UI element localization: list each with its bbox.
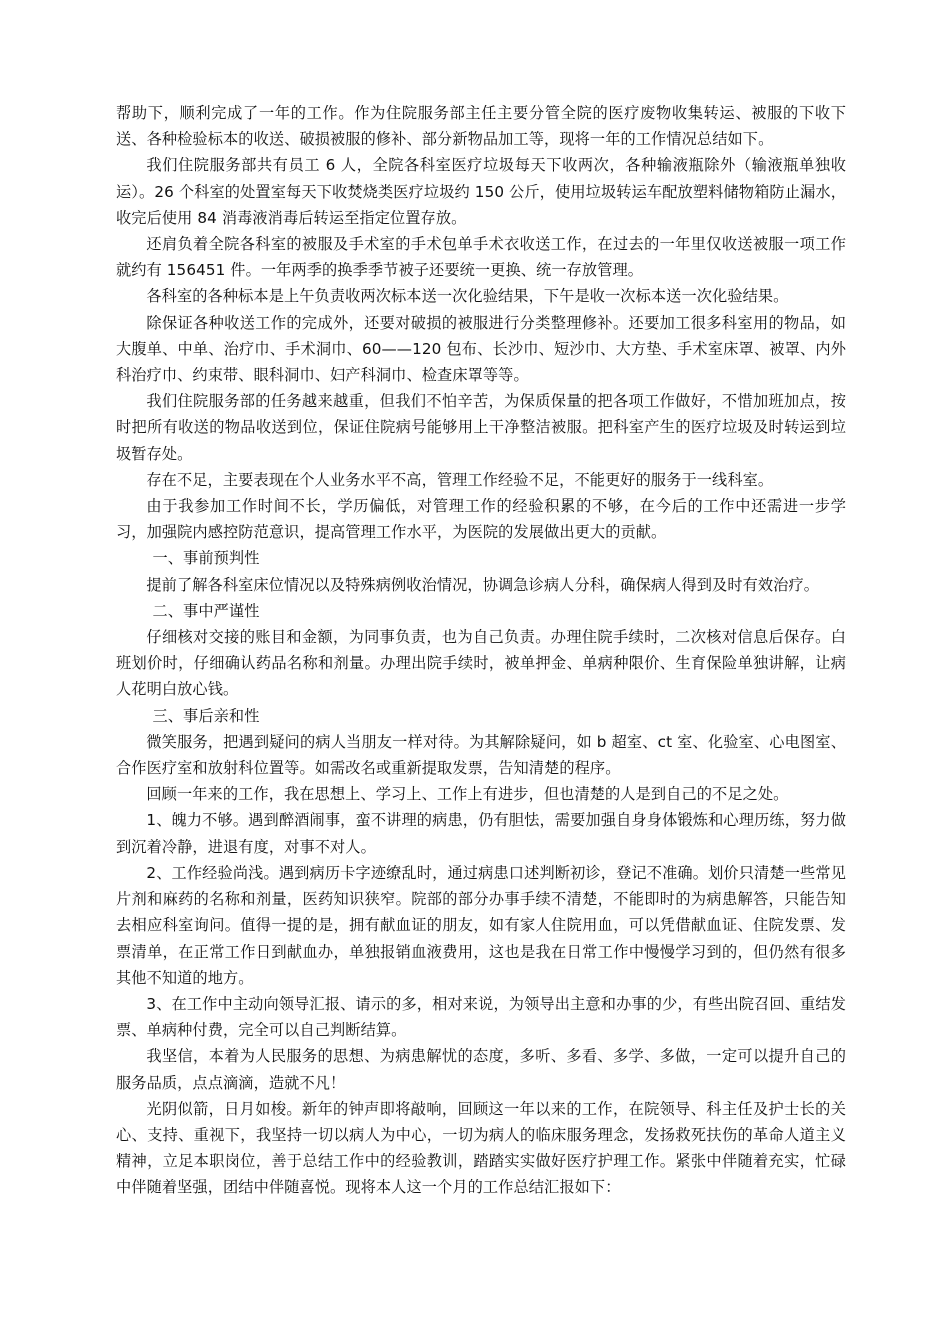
section-heading-3: 三、事后亲和性 — [152, 706, 260, 725]
paragraph-intro-continuation: 帮助下，顺利完成了一年的工作。作为住院服务部主任主要分管全院的医疗废物收集转运、被服的下收下送、各种检验标本的收送、破损被服的修补、部分新物品加工等，现将一年的工作情况总结如下。 — [116, 104, 846, 149]
paragraph-point-2: 2、工作经验尚浅。遇到病历卡字迹缭乱时，通过病患口述判断初诊，登记不准确。划价只清楚一些常见片剂和麻药的名称和剂量，医药知识狭窄。院部的部分办事手续不清楚，不能即时的为病患解答，只能告知去相应科室询问。值得一提的是，拥有献血证的朋友，如有家人住院用血，可以凭借献血证、住院发票、发票清单，在正常工作日到献血办，单独报销血液费用，这也是我在日常工作中慢慢学习到的，但仍然有很多其他不知道的地方。 — [116, 863, 846, 987]
paragraph-point-1: 1、魄力不够。遇到醉酒闹事，蛮不讲理的病患，仍有胆怯，需要加强自身身体锻炼和心理历练，努力做到沉着冷静，进退有度，对事不对人。 — [116, 811, 846, 856]
paragraph-staff-and-waste: 我们住院服务部共有员工 6 人，全院各科室医疗垃圾每天下收两次，各种输液瓶除外（输液瓶单独收运）。26 个科室的处置室每天下收焚烧类医疗垃圾约 150 公斤，使用垃圾转运车配放塑料储物箱防止漏水，收完后使用 84 消毒液消毒后转运至指定位置存放。 — [116, 156, 846, 227]
paragraph-section-2: 仔细核对交接的账目和金额，为同事负责，也为自己负责。办理住院手续时，二次核对信息后保存。白班划价时，仔细确认药品名称和剂量。办理出院手续时，被单押金、单病种限价、生育保险单独讲解，让病人花明白放心钱。 — [116, 628, 846, 699]
paragraph-workload: 我们住院服务部的任务越来越重，但我们不怕辛苦，为保质保量的把各项工作做好，不惜加班加点，按时把所有收送的物品收送到位，保证住院病号能够用上干净整洁被服。把科室产生的医疗垃圾及时转运到垃圾暂存处。 — [116, 392, 846, 463]
paragraph-section-1: 提前了解各科室床位情况以及特殊病例收治情况，协调急诊病人分科，确保病人得到及时有效治疗。 — [146, 575, 820, 594]
section-heading-1: 一、事前预判性 — [152, 549, 260, 568]
paragraph-specimens: 各科室的各种标本是上午负责收两次标本送一次化验结果，下午是收一次标本送一次化验结果。 — [146, 287, 789, 306]
paragraph-new-year-summary: 光阴似箭，日月如梭。新年的钟声即将敲响，回顾这一年以来的工作，在院领导、科主任及护士长的关心、支持、重视下，我坚持一切以病人为中心，一切为病人的临床服务理念，发扬救死扶伤的革命人道主义精神，立足本职岗位，善于总结工作中的经验教训，踏踏实实做好医疗护理工作。紧张中伴随着充实，忙碌中伴随着坚强，团结中伴随喜悦。现将本人这一个月的工作总结汇报如下： — [116, 1099, 846, 1197]
paragraph-repair-and-processing: 除保证各种收送工作的完成外，还要对破损的被服进行分类整理修补。还要加工很多科室用的物品，如大腹单、中单、治疗巾、手术洞巾、60——120 包布、长沙巾、短沙巾、大方垫、手术室床罩、被罩、内外科治疗巾、约束带、眼科洞巾、妇产科洞巾、检查床罩等等。 — [116, 313, 846, 385]
paragraph-conviction: 我坚信，本着为人民服务的思想、为病患解忧的态度，多听、多看、多学、多做，一定可以提升自己的服务品质，点点滴滴，造就不凡！ — [116, 1047, 846, 1092]
paragraph-review: 回顾一年来的工作，我在思想上、学习上、工作上有进步，但也清楚的人是到自己的不足之处。 — [146, 785, 789, 804]
paragraph-future-plan: 由于我参加工作时间不长，学历偏低，对管理工作的经验积累的不够，在今后的工作中还需进一步学习，加强院内感控防范意识，提高管理工作水平，为医院的发展做出更大的贡献。 — [116, 497, 846, 542]
paragraph-point-3: 3、在工作中主动向领导汇报、请示的多，相对来说，为领导出主意和办事的少，有些出院召回、重结发票、单病种付费，完全可以自己判断结算。 — [116, 994, 846, 1040]
paragraph-linen-delivery: 还肩负着全院各科室的被服及手术室的手术包单手术衣收送工作，在过去的一年里仅收送被服一项工作就约有 156451 件。一年两季的换季季节被子还要统一更换、统一存放管理。 — [116, 235, 846, 280]
paragraph-section-3: 微笑服务，把遇到疑问的病人当朋友一样对待。为其解除疑问，如 b 超室、ct 室、化验室、心电图室、合作医疗室和放射科位置等。如需改名或重新提取发票，告知清楚的程序。 — [116, 732, 846, 778]
paragraph-shortcomings: 存在不足，主要表现在个人业务水平不高，管理工作经验不足，不能更好的服务于一线科室。 — [146, 470, 774, 489]
document-page — [116, 100, 846, 1201]
section-heading-2: 二、事中严谨性 — [152, 601, 260, 620]
